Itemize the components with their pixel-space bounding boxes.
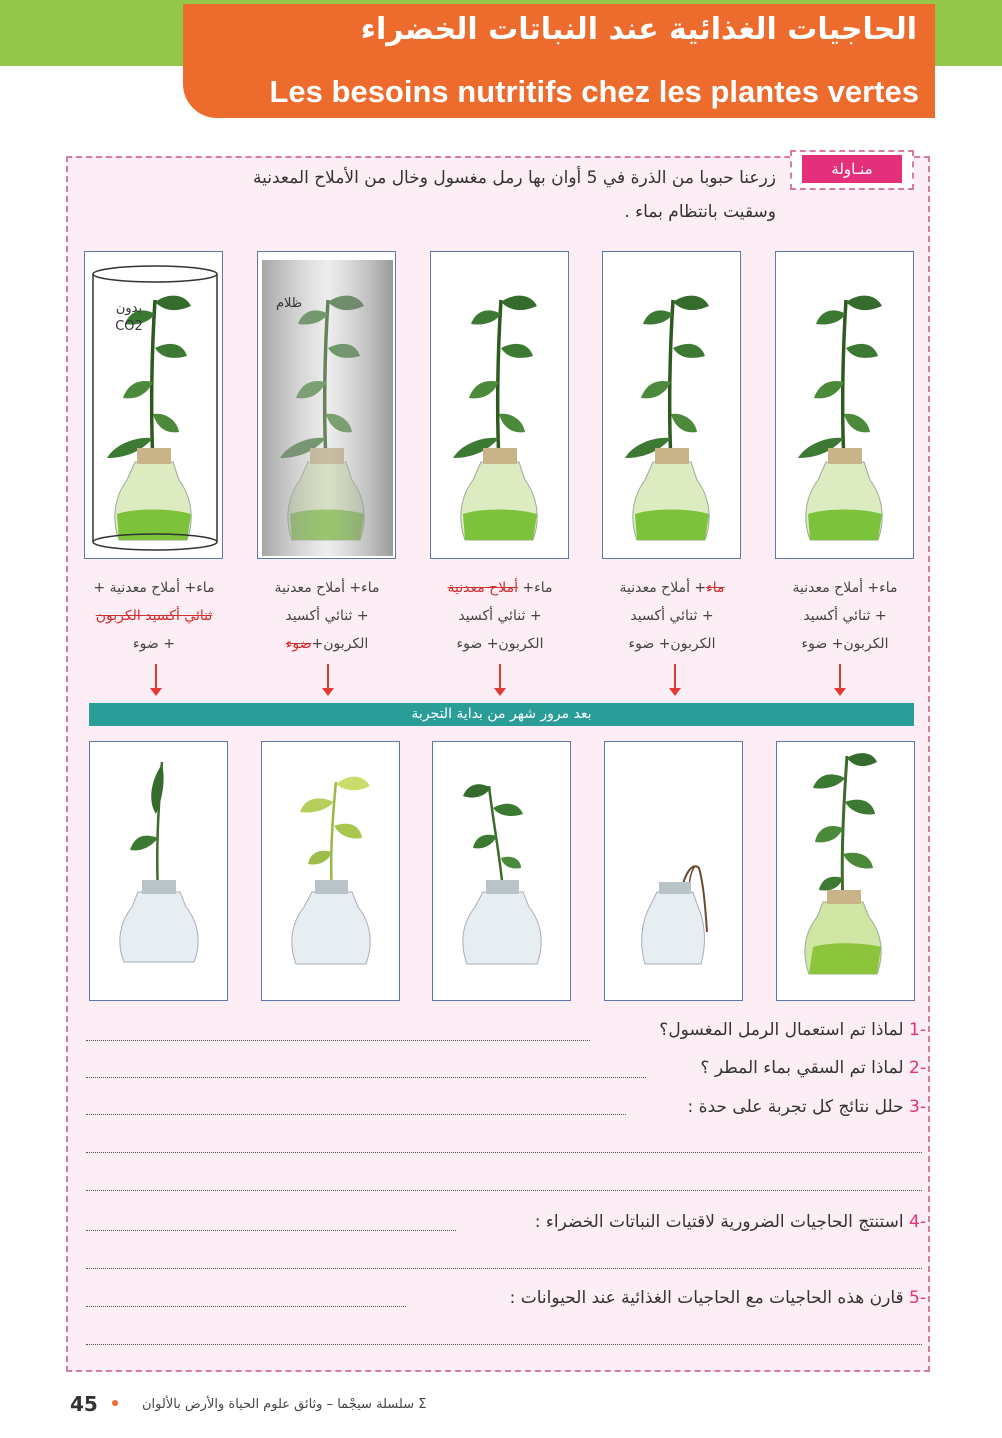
question-3: -3 حلل نتائج كل تجربة على حدة : bbox=[687, 1097, 926, 1117]
dead-plant-illustration bbox=[605, 742, 743, 1001]
question-1: -1 لماذا تم استعمال الرمل المغسول؟ bbox=[659, 1020, 926, 1040]
answer-line[interactable] bbox=[86, 1230, 456, 1231]
question-4: -4 استنتج الحاجيات الضرورية لاقتيات النباتات الخضراء : bbox=[534, 1212, 926, 1232]
bell-jar-icon bbox=[85, 252, 223, 559]
setup-card-no-water bbox=[602, 251, 741, 559]
intro-line-2: وسقيت بانتظام بماء . bbox=[624, 202, 776, 222]
page-title-french: Les besoins nutritifs chez les plantes vertes bbox=[269, 74, 919, 109]
question-2: -2 لماذا تم السقي بماء المطر ؟ bbox=[700, 1058, 926, 1078]
series-footer: Σ سلسلة سيجْما – وثائق علوم الحياة والأرض بالألوان bbox=[142, 1397, 427, 1412]
answer-line[interactable] bbox=[86, 1344, 922, 1345]
thin-plant-illustration bbox=[433, 742, 571, 1001]
setup-label-control: ماء+ أملاح معدنية + ثنائي أكسيد الكربون+ ضوء bbox=[792, 580, 898, 652]
result-card-darkness bbox=[261, 741, 400, 1001]
question-5: -5 قارن هذه الحاجيات مع الحاجيات الغذائية عند الحيوانات : bbox=[509, 1288, 926, 1308]
after-one-month-banner: بعد مرور شهر من بداية التجربة bbox=[89, 703, 914, 726]
answer-line[interactable] bbox=[86, 1114, 626, 1115]
arrow-down-icon bbox=[674, 664, 676, 690]
setup-card-no-co2 bbox=[84, 251, 223, 559]
plant-flask-illustration bbox=[776, 252, 914, 559]
answer-line[interactable] bbox=[86, 1268, 922, 1269]
plant-flask-illustration bbox=[603, 252, 741, 559]
answer-line[interactable] bbox=[86, 1152, 922, 1153]
result-card-no-minerals bbox=[432, 741, 571, 1001]
co2-label: CO2 bbox=[115, 319, 143, 334]
answer-line[interactable] bbox=[86, 1077, 646, 1078]
result-card-control bbox=[776, 741, 915, 1001]
weak-plant-illustration bbox=[90, 742, 228, 1001]
plant-flask-illustration bbox=[431, 252, 569, 559]
pale-plant-illustration bbox=[262, 742, 400, 1001]
healthy-plant-illustration bbox=[777, 742, 915, 1001]
arrow-down-icon bbox=[839, 664, 841, 690]
answer-line[interactable] bbox=[86, 1306, 406, 1307]
page-title-arabic: الحاجيات الغذائية عند النباتات الخضراء bbox=[360, 12, 917, 47]
setup-label-no-minerals: ماء+ أملاح معدنية + ثنائي أكسيد الكربون+ ضوء bbox=[447, 580, 553, 652]
bullet-dot-icon bbox=[112, 1400, 118, 1406]
answer-line[interactable] bbox=[86, 1190, 922, 1191]
intro-line-1: زرعنا حبوبا من الذرة في 5 أوان بها رمل مغسول وخال من الأملاح المعدنية bbox=[252, 168, 776, 188]
result-card-no-co2 bbox=[89, 741, 228, 1001]
darkness-label: ظلام bbox=[276, 296, 303, 311]
setup-card-no-minerals bbox=[430, 251, 569, 559]
setup-label-no-water: ماء+ أملاح معدنية + ثنائي أكسيد الكربون+ ضوء bbox=[619, 580, 725, 652]
result-card-no-water bbox=[604, 741, 743, 1001]
answer-line[interactable] bbox=[86, 1040, 590, 1041]
arrow-down-icon bbox=[155, 664, 157, 690]
arrow-down-icon bbox=[499, 664, 501, 690]
section-tag: منـاولة bbox=[802, 155, 902, 183]
no-label: بدون bbox=[115, 301, 143, 316]
setup-card-control bbox=[775, 251, 914, 559]
setup-label-no-co2: ماء+ أملاح معدنية + ثنائي أكسيد الكربون + ضوء bbox=[93, 580, 215, 652]
title-box bbox=[183, 4, 935, 118]
setup-label-darkness: ماء+ أملاح معدنية + ثنائي أكسيد الكربون+ضوء bbox=[274, 580, 380, 652]
arrow-down-icon bbox=[327, 664, 329, 690]
page-number: 45 bbox=[70, 1392, 98, 1416]
setup-card-darkness bbox=[257, 251, 396, 559]
